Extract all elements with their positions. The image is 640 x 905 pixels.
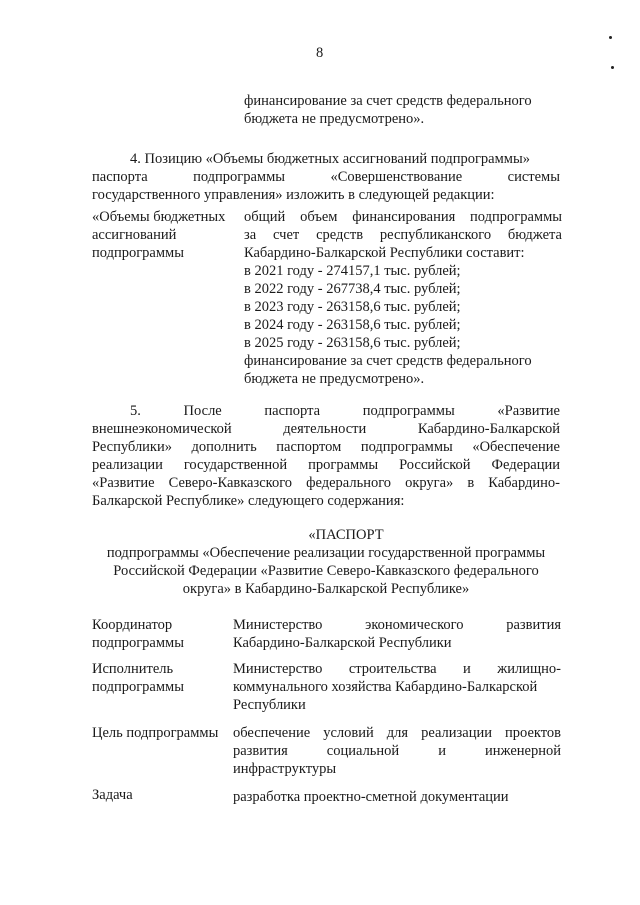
item5-line-3: Республики» дополнить паспортом подпрограммы «Обеспечение [92, 439, 560, 455]
row-value-executor-2: коммунального хозяйства Кабардино-Балкарской [233, 679, 538, 695]
top-line-1: финансирование за счет средств федерального [244, 93, 532, 109]
passport-subtitle-1: подпрограммы «Обеспечение реализации государственной программы [106, 545, 546, 561]
volumes-text-9: финансирование за счет средств федерального [244, 353, 532, 369]
item5-line-6: Балкарской Республике» следующего содержания: [92, 493, 405, 509]
scan-mark [611, 66, 614, 69]
row-value-coordinator-2: Кабардино-Балкарской Республики [233, 635, 452, 651]
row-label-task: Задача [92, 787, 133, 803]
item5-line-4: реализации государственной программы Российской Федерации [92, 457, 560, 473]
volumes-label-3: подпрограммы [92, 245, 184, 261]
row-value-goal-3: инфраструктуры [233, 761, 337, 777]
row-value-goal-2: развития социальной и инженерной [233, 743, 561, 759]
volumes-text-8: в 2025 году - 263158,6 тыс. рублей; [244, 335, 461, 351]
row-label-executor-2: подпрограммы [92, 679, 184, 695]
row-value-task: разработка проектно-сметной документации [233, 789, 509, 805]
item4-line-1: 4. Позицию «Объемы бюджетных ассигнований подпрограммы» [130, 151, 530, 167]
item5-line-2: внешнеэкономической деятельности Кабардино-Балкарской [92, 421, 560, 437]
volumes-label-1: «Объемы бюджетных [92, 209, 226, 225]
row-value-executor-3: Республики [233, 697, 306, 713]
item4-word: «Совершенствование [330, 169, 463, 185]
volumes-text-7: в 2024 году - 263158,6 тыс. рублей; [244, 317, 461, 333]
volumes-text-2: за счет средств республиканского бюджета [244, 227, 562, 243]
item5-line-1: 5. После паспорта подпрограммы «Развитие [130, 403, 560, 419]
volumes-text-1: общий объем финансирования подпрограммы [244, 209, 562, 225]
row-label-goal: Цель подпрограммы [92, 725, 219, 741]
item4-line-2 [92, 168, 560, 186]
row-label-executor: Исполнитель [92, 661, 174, 677]
top-line-2: бюджета не предусмотрено». [244, 111, 425, 127]
passport-subtitle-2: Российской Федерации «Развитие Северо-Кавказского федерального [113, 563, 539, 579]
volumes-text-5: в 2022 году - 267738,4 тыс. рублей; [244, 281, 461, 297]
volumes-text-6: в 2023 году - 263158,6 тыс. рублей; [244, 299, 461, 315]
passport-subtitle-3: округа» в Кабардино-Балкарской Республике» [182, 581, 470, 597]
item5-line-5: «Развитие Северо-Кавказского федерального округа» в Кабардино- [92, 475, 560, 491]
scan-mark [609, 36, 612, 39]
volumes-label-2: ассигнований [92, 227, 177, 243]
volumes-text-3: Кабардино-Балкарской Республики составит: [244, 245, 525, 261]
row-value-goal: обеспечение условий для реализации проектов [233, 725, 561, 741]
row-value-executor: Министерство строительства и жилищно- [233, 661, 561, 677]
item4-word: системы [507, 169, 560, 185]
volumes-text-4: в 2021 году - 274157,1 тыс. рублей; [244, 263, 461, 279]
passport-heading: «ПАСПОРТ [308, 527, 384, 543]
item4-word: подпрограммы [193, 169, 286, 185]
row-label-coordinator-2: подпрограммы [92, 635, 184, 651]
volumes-text-10: бюджета не предусмотрено». [244, 371, 425, 387]
page-number: 8 [316, 45, 324, 61]
item4-line-3: государственного управления» изложить в следующей редакции: [92, 187, 495, 203]
row-value-coordinator: Министерство экономического развития [233, 617, 561, 633]
item4-word: паспорта [92, 169, 148, 185]
row-label-coordinator: Координатор [92, 617, 173, 633]
